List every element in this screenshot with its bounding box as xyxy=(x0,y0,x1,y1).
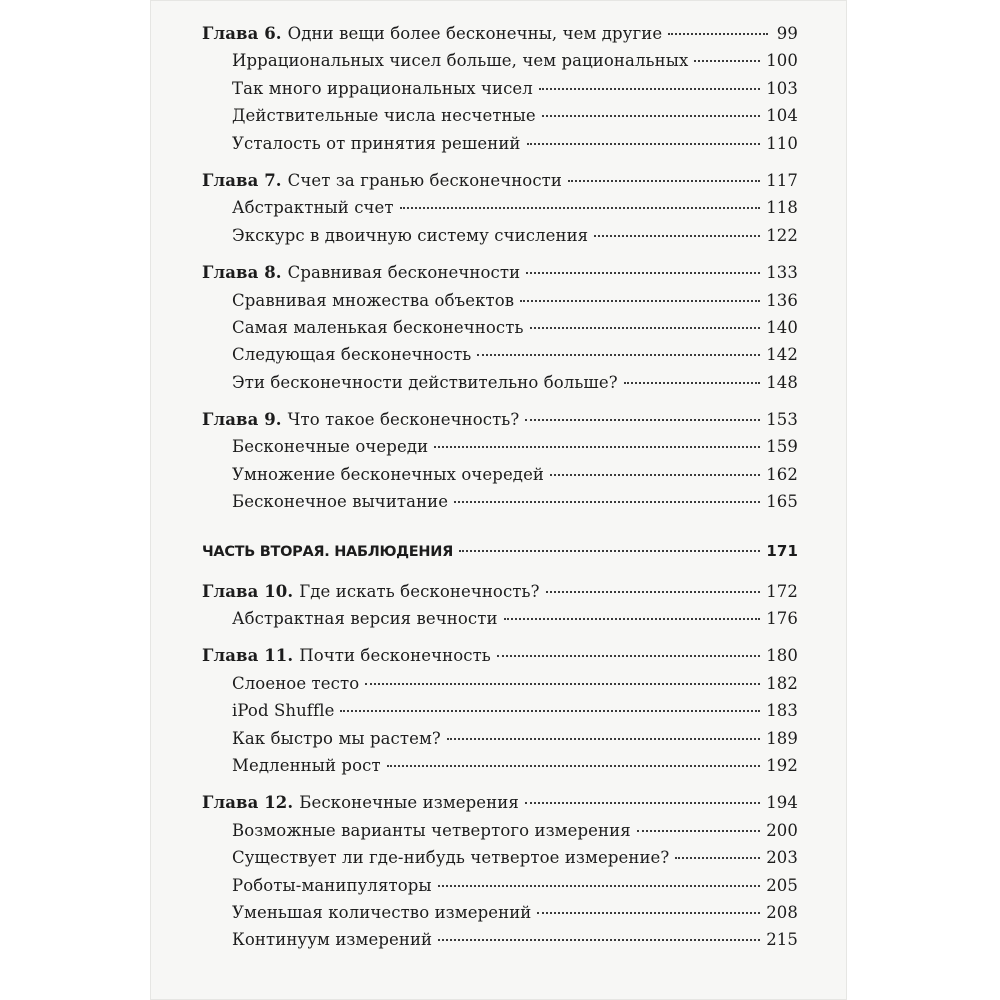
dot-leader xyxy=(675,857,760,859)
spacer xyxy=(202,572,798,582)
page-number: 200 xyxy=(766,820,798,840)
page-number: 194 xyxy=(766,793,798,813)
dot-leader xyxy=(434,446,760,448)
spacer xyxy=(202,520,798,542)
dot-leader xyxy=(497,655,760,657)
toc-section xyxy=(202,79,798,106)
chapter-label: Глава 6. xyxy=(202,24,282,43)
chapter-title: Почти бесконечность xyxy=(299,646,491,666)
toc-section xyxy=(202,674,798,701)
dot-leader xyxy=(477,354,760,356)
dot-leader xyxy=(438,939,760,941)
section-title: Континуум измерений xyxy=(232,930,433,950)
dot-leader xyxy=(637,830,761,832)
page-number: 99 xyxy=(776,24,798,43)
dot-leader xyxy=(387,765,761,767)
page-number: 118 xyxy=(766,198,798,218)
chapter-title: Где искать бесконечность? xyxy=(299,581,540,601)
page-number: 171 xyxy=(766,541,798,560)
dot-leader xyxy=(340,710,760,712)
toc-section xyxy=(202,291,798,318)
spacer xyxy=(202,400,798,410)
page-number: 180 xyxy=(766,646,798,666)
toc-part-2 xyxy=(202,542,798,572)
page-number: 122 xyxy=(766,225,798,245)
page-number: 159 xyxy=(766,437,798,457)
toc-section xyxy=(202,465,798,492)
dot-leader xyxy=(594,235,760,237)
section-title: Возможные варианты четвертого измерения xyxy=(232,820,631,840)
chapter-label: Глава 8. xyxy=(202,263,282,283)
page-number: 162 xyxy=(766,464,798,484)
toc-chapter-11 xyxy=(202,646,798,673)
section-title: Умножение бесконечных очередей xyxy=(232,464,545,484)
section-title: Уменьшая количество измерений xyxy=(232,902,532,922)
toc-section xyxy=(202,609,798,636)
page-number: 189 xyxy=(766,728,798,748)
dot-leader xyxy=(520,300,760,302)
spacer xyxy=(202,161,798,171)
dot-leader xyxy=(504,618,761,620)
page-number: 208 xyxy=(766,902,798,922)
page-number: 133 xyxy=(766,263,798,283)
toc-section xyxy=(202,701,798,728)
dot-leader xyxy=(568,180,760,182)
chapter-label: Глава 7. xyxy=(202,170,282,190)
page-number: 183 xyxy=(766,701,798,721)
dot-leader xyxy=(542,115,760,117)
spacer xyxy=(202,783,798,793)
page-number: 142 xyxy=(766,345,798,365)
page-number: 165 xyxy=(766,492,798,512)
toc-chapter-9 xyxy=(202,410,798,437)
toc-section xyxy=(202,345,798,372)
section-title: Бесконечное вычитание xyxy=(232,492,449,512)
dot-leader xyxy=(668,33,768,35)
toc-section xyxy=(202,930,798,957)
section-title: Самая маленькая бесконечность xyxy=(232,317,524,337)
chapter-label: Глава 11. xyxy=(202,646,294,666)
toc-section xyxy=(202,756,798,783)
page-number: 117 xyxy=(766,170,798,190)
chapter-label: Глава 9. xyxy=(202,410,282,430)
dot-leader xyxy=(550,474,760,476)
dot-leader xyxy=(400,207,761,209)
toc-section xyxy=(202,51,798,78)
dot-leader xyxy=(526,272,760,274)
section-title: Бесконечные очереди xyxy=(232,437,429,457)
chapter-label: Глава 12. xyxy=(202,793,294,813)
page-number: 136 xyxy=(766,290,798,310)
dot-leader xyxy=(624,382,761,384)
dot-leader xyxy=(539,88,760,90)
page-number: 103 xyxy=(766,78,798,98)
section-title: Слоеное тесто xyxy=(232,673,360,693)
section-title: iPod Shuffle xyxy=(232,701,335,721)
toc-chapter-7 xyxy=(202,171,798,198)
section-title: Так много иррациональных чисел xyxy=(232,78,533,98)
page-number: 148 xyxy=(766,372,798,392)
dot-leader xyxy=(454,501,760,503)
toc-section xyxy=(202,437,798,464)
page-number: 215 xyxy=(766,930,798,950)
page-number: 104 xyxy=(766,106,798,126)
toc-section xyxy=(202,821,798,848)
section-title: Роботы-манипуляторы xyxy=(232,875,432,895)
part-title: ЧАСТЬ ВТОРАЯ. НАБЛЮДЕНИЯ xyxy=(202,543,453,560)
toc-chapter-10 xyxy=(202,582,798,609)
dot-leader xyxy=(365,683,760,685)
dot-leader xyxy=(527,143,761,145)
chapter-title: Одни вещи более бесконечны, чем другие xyxy=(287,24,663,43)
section-title: Иррациональных чисел больше, чем рациональных xyxy=(232,51,689,71)
dot-leader xyxy=(525,419,760,421)
toc-section xyxy=(202,492,798,519)
book-page xyxy=(150,0,847,1000)
page-number: 182 xyxy=(766,673,798,693)
section-title: Как быстро мы растем? xyxy=(232,728,441,748)
toc-section xyxy=(202,903,798,930)
dot-leader xyxy=(438,885,761,887)
dot-leader xyxy=(694,60,760,62)
page-number: 110 xyxy=(766,133,798,153)
section-title: Медленный рост xyxy=(232,755,381,775)
section-title: Усталость от принятия решений xyxy=(232,133,521,153)
chapter-title: Что такое бесконечность? xyxy=(287,410,520,430)
toc-section xyxy=(202,106,798,133)
toc-chapter-6 xyxy=(202,24,798,51)
page-number: 100 xyxy=(766,51,798,71)
chapter-label: Глава 10. xyxy=(202,581,294,601)
table-of-contents xyxy=(202,24,798,958)
dot-leader xyxy=(537,912,760,914)
dot-leader xyxy=(447,738,760,740)
page-number: 205 xyxy=(766,875,798,895)
section-title: Экскурс в двоичную систему счисления xyxy=(232,225,589,245)
page-number: 176 xyxy=(766,609,798,629)
toc-section xyxy=(202,198,798,225)
toc-section xyxy=(202,729,798,756)
section-title: Действительные числа несчетные xyxy=(232,106,536,126)
page-number: 140 xyxy=(766,317,798,337)
section-title: Эти бесконечности действительно больше? xyxy=(232,372,618,392)
section-title: Сравнивая множества объектов xyxy=(232,290,515,310)
section-title: Абстрактная версия вечности xyxy=(232,609,498,629)
dot-leader xyxy=(546,591,761,593)
dot-leader xyxy=(525,802,760,804)
chapter-title: Счет за гранью бесконечности xyxy=(287,170,562,190)
toc-section xyxy=(202,226,798,253)
dot-leader xyxy=(530,327,761,329)
page-number: 192 xyxy=(766,755,798,775)
section-title: Существует ли где-нибудь четвертое измерение? xyxy=(232,848,670,868)
page-number: 153 xyxy=(766,410,798,430)
spacer xyxy=(202,636,798,646)
toc-section xyxy=(202,876,798,903)
toc-section xyxy=(202,134,798,161)
page-number: 172 xyxy=(766,581,798,601)
dot-leader xyxy=(459,550,760,552)
chapter-title: Бесконечные измерения xyxy=(299,793,519,813)
toc-section xyxy=(202,373,798,400)
chapter-title: Сравнивая бесконечности xyxy=(287,263,521,283)
toc-chapter-8 xyxy=(202,263,798,290)
section-title: Следующая бесконечность xyxy=(232,345,472,365)
toc-section xyxy=(202,848,798,875)
toc-section xyxy=(202,318,798,345)
spacer xyxy=(202,253,798,263)
toc-chapter-12 xyxy=(202,793,798,820)
section-title: Абстрактный счет xyxy=(232,198,394,218)
page-number: 203 xyxy=(766,848,798,868)
